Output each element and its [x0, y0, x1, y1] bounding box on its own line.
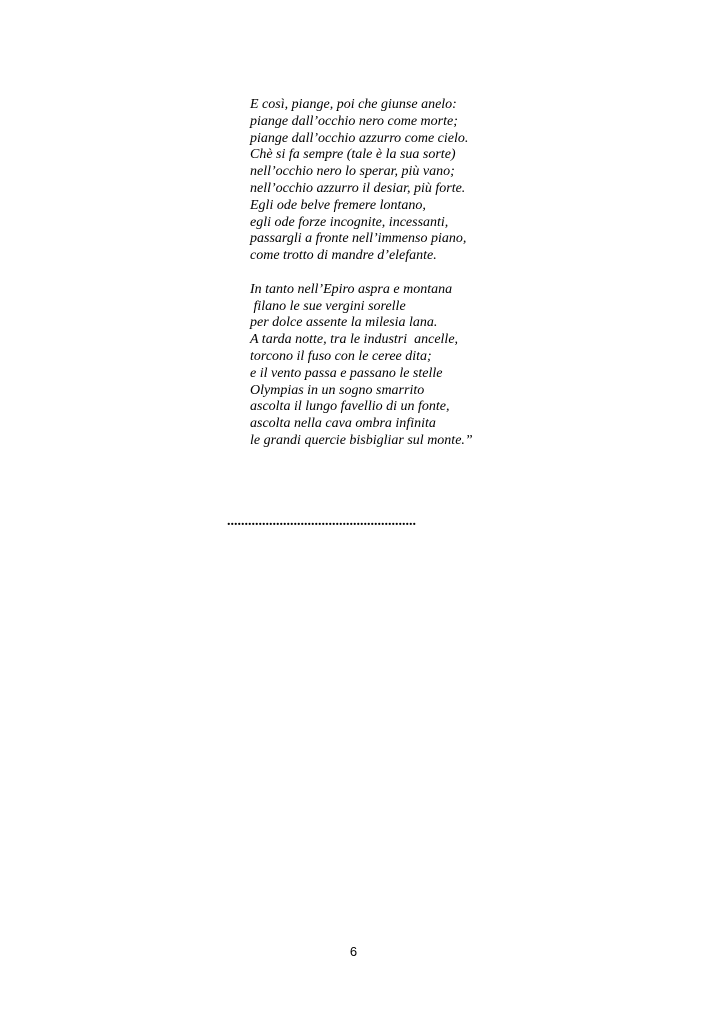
- poem-line: piange dall’occhio azzurro come cielo.: [250, 130, 469, 146]
- poem-line: E così, piange, poi che giunse anelo:: [250, 97, 457, 112]
- poem-line: piange dall’occhio nero come morte;: [250, 113, 458, 129]
- page-number: 6: [349, 944, 358, 959]
- poem-line: In tanto nell’Epiro aspra e montana: [250, 281, 453, 297]
- poem-line: e il vento passa e passano le stelle: [250, 365, 443, 381]
- poem-line: le grandi quercie bisbigliar sul monte.”: [250, 432, 473, 448]
- poem-line: ascolta nella cava ombra infinita: [250, 416, 436, 432]
- poem-line: A tarda notte, tra le industri ancelle,: [250, 332, 459, 348]
- poem: [250, 97, 670, 450]
- poem-line: passargli a fronte nell’immenso piano,: [250, 231, 467, 247]
- stanza-1: [250, 97, 670, 265]
- poem-line: filano le sue vergini sorelle: [250, 298, 406, 314]
- stanza-2: [250, 282, 670, 450]
- poem-line: Egli ode belve fremere lontano,: [250, 197, 426, 213]
- poem-line: Olympias in un sogno smarrito: [250, 382, 425, 398]
- poem-line: ascolta il lungo favellio di un fonte,: [250, 399, 450, 415]
- poem-line: come trotto di mandre d’elefante.: [250, 248, 437, 264]
- poem-line: Chè si fa sempre (tale è la sua sorte): [250, 147, 456, 163]
- poem-line: nell’occhio azzurro il desiar, più forte.: [250, 180, 466, 196]
- poem-line: per dolce assente la milesia lana.: [250, 315, 438, 331]
- dotted-separator: ......................................................: [227, 514, 416, 529]
- poem-line: torcono il fuso con le ceree dita;: [250, 348, 432, 364]
- poem-line: egli ode forze incognite, incessanti,: [250, 214, 449, 230]
- poem-line: nell’occhio nero lo sperar, più vano;: [250, 164, 455, 180]
